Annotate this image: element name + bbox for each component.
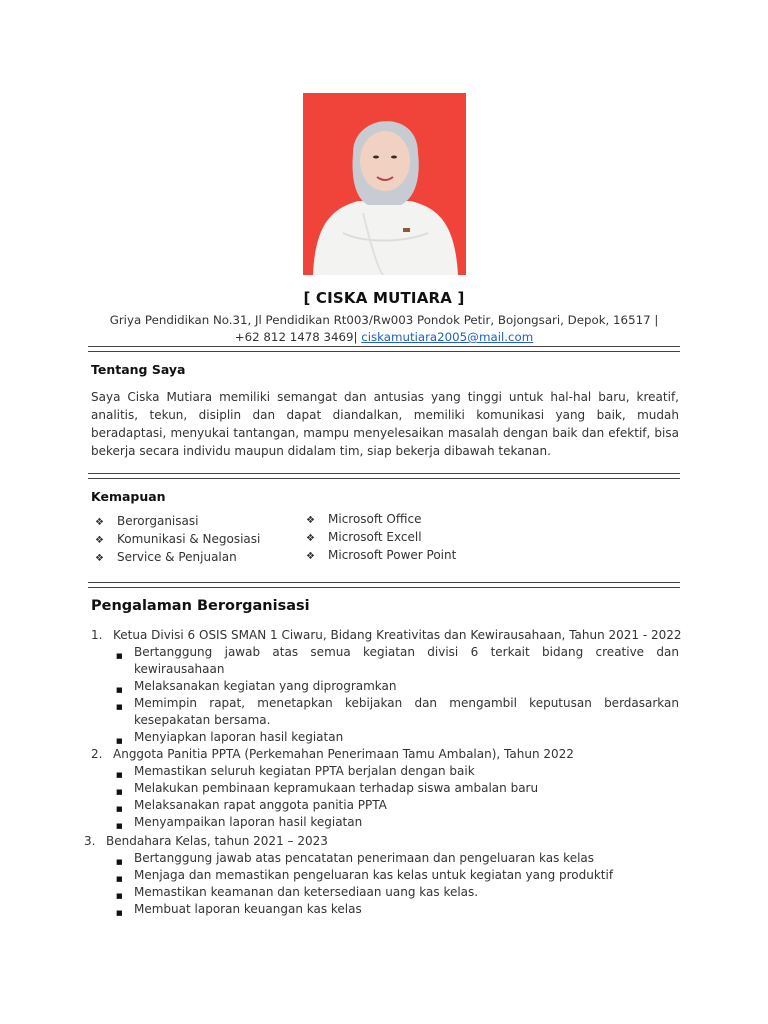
square-bullet-icon: ■ — [116, 858, 123, 866]
experience-bullet: Menyampaikan laporan hasil kegiatan — [134, 815, 363, 829]
experience-bullet: Melaksanakan rapat anggota panitia PPTA — [134, 798, 387, 812]
square-bullet-icon: ■ — [116, 771, 123, 779]
diamond-bullet-icon: ❖ — [306, 551, 315, 562]
item-number: 1. — [91, 628, 103, 642]
square-bullet-icon: ■ — [116, 875, 123, 883]
skill-item: ❖ Service & Penjualan — [95, 549, 260, 567]
skill-item: ❖ Microsoft Office — [306, 511, 456, 529]
contact-info — [60, 312, 708, 346]
skills-right-list — [306, 511, 456, 565]
skill-item: ❖ Microsoft Excell — [306, 529, 456, 547]
about-text: Saya Ciska Mutiara memiliki semangat dan antusias yang tinggi untuk hal-hal baru, kreatif, analitis, tekun, disiplin dan dapat diandalkan, memiliki komunikasi yang baik, mudah beradaptasi, menyukai tantangan, mampu menyelesaikan masalah dengan baik dan efektif, bisa bekerja secara individu maupun didalam tim, siap bekerja dibawah tekanan. — [91, 390, 679, 458]
square-bullet-icon: ■ — [116, 805, 123, 813]
about-heading: Tentang Saya — [91, 362, 186, 377]
section-divider — [88, 582, 680, 588]
resume-name: [ CISKA MUTIARA ] — [303, 289, 465, 307]
square-bullet-icon: ■ — [116, 652, 123, 660]
experience-bullet: Melakukan pembinaan kepramukaan terhadap siswa ambalan baru — [134, 781, 539, 795]
experience-bullet: Membuat laporan keuangan kas kelas — [134, 902, 362, 916]
skill-item: ❖ Microsoft Power Point — [306, 547, 456, 565]
experience-heading: Pengalaman Berorganisasi — [91, 598, 310, 614]
diamond-bullet-icon: ❖ — [95, 553, 104, 564]
section-divider — [88, 473, 680, 479]
square-bullet-icon: ■ — [116, 788, 123, 796]
square-bullet-icon: ■ — [116, 686, 123, 694]
experience-title: Ketua Divisi 6 OSIS SMAN 1 Ciwaru, Bidang Kreativitas dan Kewirausahaan, Tahun 2021 - 2022 — [113, 628, 682, 642]
experience-bullet: Melaksanakan kegiatan yang diprogramkan — [134, 679, 397, 693]
experience-bullet: Bertanggung jawab atas semua kegiatan divisi 6 terkait bidang creative dan kewirausahaan — [134, 645, 679, 676]
experience-bullet: Menjaga dan memastikan pengeluaran kas kelas untuk kegiatan yang produktif — [134, 868, 614, 882]
phone-number: +62 812 1478 3469| — [234, 330, 358, 344]
square-bullet-icon: ■ — [116, 737, 123, 745]
phone-email-line — [60, 329, 708, 346]
profile-photo — [303, 93, 466, 275]
diamond-bullet-icon: ❖ — [306, 533, 315, 544]
diamond-bullet-icon: ❖ — [306, 515, 315, 526]
section-divider — [88, 346, 680, 352]
skills-left-list — [95, 513, 260, 567]
portrait-image — [303, 93, 466, 275]
experience-bullet: Menyiapkan laporan hasil kegiatan — [134, 730, 344, 744]
experience-title: Anggota Panitia PPTA (Perkemahan Penerimaan Tamu Ambalan), Tahun 2022 — [113, 747, 574, 761]
square-bullet-icon: ■ — [116, 892, 123, 900]
address-line: Griya Pendidikan No.31, Jl Pendidikan Rt003/Rw003 Pondok Petir, Bojongsari, Depok, 16517 | — [109, 313, 659, 327]
experience-title: Bendahara Kelas, tahun 2021 – 2023 — [106, 834, 328, 848]
diamond-bullet-icon: ❖ — [95, 517, 104, 528]
item-number: 3. — [84, 834, 96, 848]
skills-heading: Kemapuan — [91, 489, 166, 504]
experience-bullet: Memastikan keamanan dan ketersediaan uang kas kelas. — [134, 885, 479, 899]
square-bullet-icon: ■ — [116, 822, 123, 830]
experience-bullet: Memimpin rapat, menetapkan kebijakan dan mengambil keputusan berdasarkan kesepakatan bersama. — [134, 696, 679, 727]
diamond-bullet-icon: ❖ — [95, 535, 104, 546]
square-bullet-icon: ■ — [116, 909, 123, 917]
email-link[interactable]: ciskamutiara2005@mail.com — [361, 330, 534, 344]
experience-bullet: Memastikan seluruh kegiatan PPTA berjalan dengan baik — [134, 764, 475, 778]
skill-item: ❖ Berorganisasi — [95, 513, 260, 531]
item-number: 2. — [91, 747, 103, 761]
skill-item: ❖ Komunikasi & Negosiasi — [95, 531, 260, 549]
square-bullet-icon: ■ — [116, 703, 123, 711]
experience-bullet: Bertanggung jawab atas pencatatan penerimaan dan pengeluaran kas kelas — [134, 851, 595, 865]
